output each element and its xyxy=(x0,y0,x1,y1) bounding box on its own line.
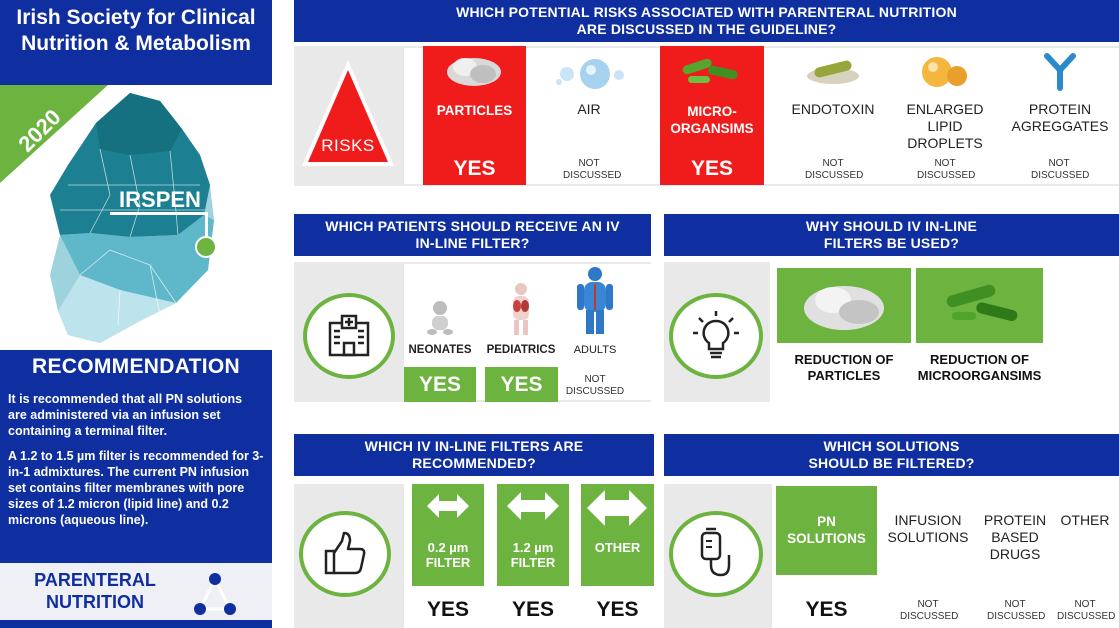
why-microorganisms-text: REDUCTION OF MICROORGANSIMS xyxy=(917,352,1042,383)
risks-label: RISKS xyxy=(321,136,375,155)
year-badge: 2020 xyxy=(13,104,66,157)
sidebar-bottom-strip xyxy=(0,620,272,628)
iv-bag-icon xyxy=(694,527,738,581)
risks-title: WHICH POTENTIAL RISKS ASSOCIATED WITH PARENTERAL NUTRITION ARE DISCUSSED IN THE GUIDELINE? xyxy=(456,4,957,37)
risk-lipid-droplets-status: NOT DISCUSSED xyxy=(917,158,976,181)
particle-icon xyxy=(443,52,505,90)
hospital-icon xyxy=(324,313,374,359)
footer-logo-panel xyxy=(0,563,272,620)
dublin-marker xyxy=(196,237,216,257)
filter-02-card xyxy=(412,484,484,586)
why-particles-text: REDUCTION OF PARTICLES xyxy=(794,352,894,383)
why-title: WHY SHOULD IV IN-LINE FILTERS BE USED? xyxy=(805,218,978,251)
patient-neonates-label: NEONATES xyxy=(408,344,472,356)
patients-title: WHICH PATIENTS SHOULD RECEIVE AN IV IN-LINE FILTER? xyxy=(325,218,620,251)
risk-microorganisms-label: MICRO-ORGANSIMS xyxy=(670,104,754,136)
filters-title: WHICH IV IN-LINE FILTERS ARE RECOMMENDED? xyxy=(364,438,584,471)
risk-endotoxin-status: NOT DISCUSSED xyxy=(805,158,864,181)
risk-air-status: NOT DISCUSSED xyxy=(563,158,622,181)
risk-lipid-droplets-label: ENLARGED LIPID DROPLETS xyxy=(906,101,984,151)
risk-lipid-droplets xyxy=(893,48,997,184)
double-arrow-icon xyxy=(585,488,649,528)
bacteria-icon xyxy=(678,54,744,90)
baby-icon xyxy=(424,300,456,336)
solution-infusion-label: INFUSION SOLUTIONS xyxy=(887,512,969,545)
why-particles-label xyxy=(777,352,911,384)
org-title: Irish Society for Clinical Nutrition & Metabolism xyxy=(16,6,256,55)
bacteria-icon xyxy=(916,268,1043,343)
solution-pn-card xyxy=(776,486,877,575)
filter-02-status: YES xyxy=(426,598,470,621)
why-microorganisms-label xyxy=(906,352,1053,384)
recommendation-heading: RECOMMENDATION xyxy=(32,355,240,378)
solution-other-label: OTHER xyxy=(1060,512,1110,528)
risk-protein-aggregates-label: PROTEIN AGREGGATES xyxy=(1011,101,1109,134)
map-panel xyxy=(0,85,272,350)
risk-air xyxy=(537,48,641,184)
filter-12-card xyxy=(497,484,569,586)
lipid-droplets-icon xyxy=(913,52,973,92)
antibody-icon xyxy=(1043,52,1077,92)
filter-12-status: YES xyxy=(511,598,555,621)
risk-endotoxin-label: ENDOTOXIN xyxy=(791,101,875,117)
why-particles-image xyxy=(777,268,911,343)
recommendation-panel xyxy=(0,350,272,563)
solution-pn-label: PN SOLUTIONS xyxy=(787,514,866,546)
child-anatomy-icon xyxy=(505,282,537,336)
patients-header xyxy=(294,214,651,256)
filter-other-label: OTHER xyxy=(594,540,641,555)
footer-label: PARENTERAL NUTRITION xyxy=(34,570,156,612)
lightbulb-icon-circle xyxy=(669,293,763,379)
thumbs-up-icon-circle xyxy=(299,511,391,597)
why-microorganisms-image xyxy=(916,268,1043,343)
sidebar-title-panel xyxy=(0,0,272,85)
risk-air-label: AIR xyxy=(577,101,601,117)
hospital-icon-circle xyxy=(303,293,395,379)
patient-neonates-status: YES xyxy=(404,367,476,402)
risk-particles xyxy=(423,46,526,185)
solution-infusion-status: NOT DISCUSSED xyxy=(900,599,959,622)
patient-pediatrics-label: PEDIATRICS xyxy=(486,344,556,356)
solutions-title: WHICH SOLUTIONS SHOULD BE FILTERED? xyxy=(808,438,975,471)
risk-microorganisms xyxy=(660,46,764,185)
filter-12-label: 1.2 µm FILTER xyxy=(510,540,556,570)
solution-pn-status: YES xyxy=(805,598,848,621)
bubbles-icon xyxy=(549,54,629,94)
risk-microorganisms-status: YES xyxy=(690,157,734,180)
filter-other-status: YES xyxy=(596,598,639,621)
irspen-label: IRSPEN xyxy=(119,187,201,212)
particle-icon xyxy=(777,268,911,343)
solution-other-status: NOT DISCUSSED xyxy=(1057,599,1116,622)
iv-bag-icon-circle xyxy=(669,511,763,597)
patient-adults-status: NOT DISCUSSED xyxy=(565,374,625,397)
solutions-header xyxy=(664,434,1119,476)
risk-endotoxin xyxy=(775,48,891,184)
endotoxin-icon xyxy=(800,52,866,92)
patient-adults-label: ADULTS xyxy=(573,344,617,356)
risk-protein-aggregates-status: NOT DISCUSSED xyxy=(1031,158,1090,181)
patient-adults xyxy=(562,264,628,400)
solution-protein-label: PROTEIN BASED DRUGS xyxy=(983,512,1047,562)
solution-protein-status: NOT DISCUSSED xyxy=(987,599,1046,622)
recommendation-text-1: It is recommended that all PN solutions are administered via an infusion set containing a terminal filter. xyxy=(8,392,243,438)
recommendation-text-2: A 1.2 to 1.5 µm filter is recommended for 3-in-1 admixtures. The current PN infusion set contains filter membranes with pore sizes of 1.2 micron (lipid line) and 0.2 microns (aqueous line). xyxy=(8,449,264,527)
filters-header xyxy=(294,434,654,476)
risks-header xyxy=(294,0,1119,42)
double-arrow-icon xyxy=(425,492,471,520)
molecule-logo-icon xyxy=(188,569,242,617)
patient-pediatrics-status: YES xyxy=(485,367,558,402)
adult-anatomy-icon xyxy=(574,266,616,336)
lightbulb-icon xyxy=(691,309,741,363)
risk-particles-label: PARTICLES xyxy=(436,103,513,118)
why-header xyxy=(664,214,1119,256)
risk-protein-aggregates xyxy=(1005,48,1115,184)
thumbs-up-icon xyxy=(320,529,370,579)
double-arrow-icon xyxy=(505,490,561,522)
warning-triangle-icon xyxy=(296,48,400,184)
risks-icon-cell xyxy=(296,48,400,184)
filter-02-label: 0.2 µm FILTER xyxy=(425,540,471,570)
filter-other-card xyxy=(581,484,654,586)
ireland-map xyxy=(0,85,272,350)
risk-particles-status: YES xyxy=(453,157,496,180)
